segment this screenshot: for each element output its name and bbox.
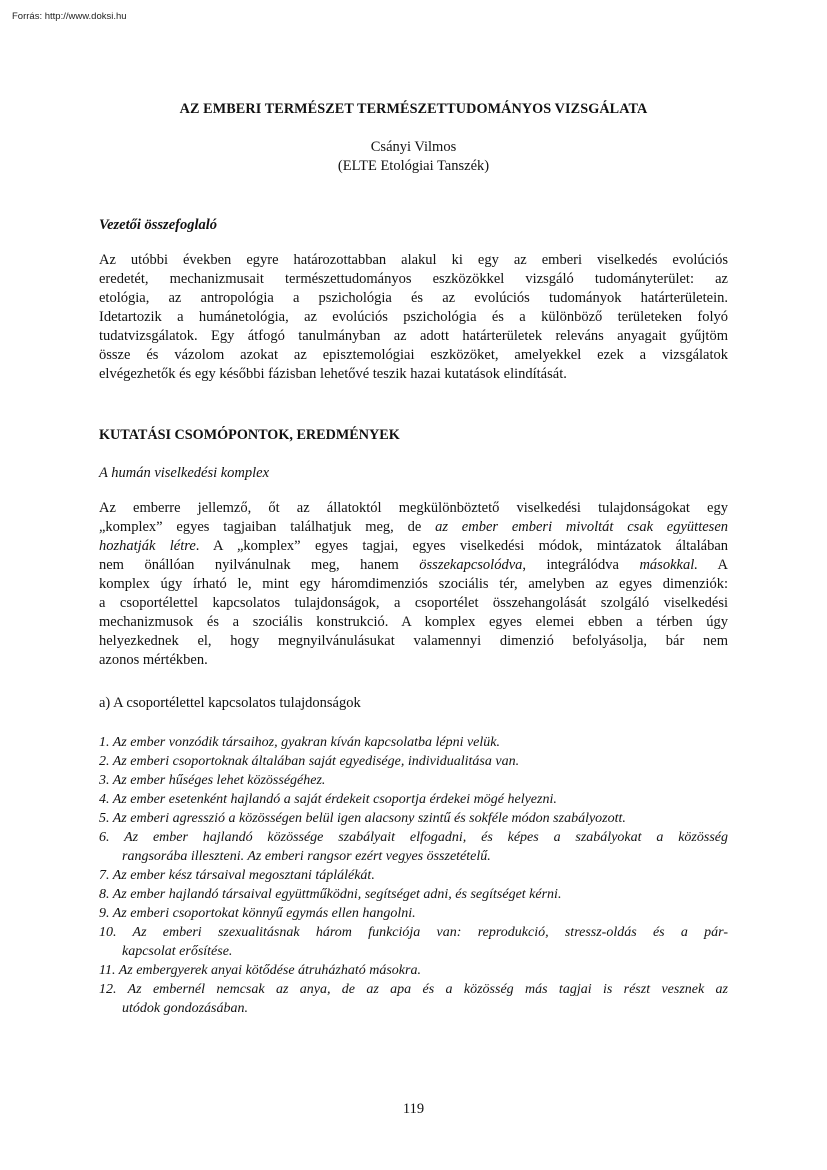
emphasis-text: másokkal. bbox=[639, 557, 698, 573]
list-item-line: 3. Az ember hűséges lehet közösségéhez. bbox=[99, 773, 326, 788]
list-item-line: 11. Az embergyerek anyai kötődése átruházható másokra. bbox=[99, 963, 421, 978]
list-item bbox=[99, 771, 728, 790]
author-affiliation: (ELTE Etológiai Tanszék) bbox=[337, 158, 490, 174]
paragraph-line bbox=[99, 537, 728, 556]
summary-line: Idetartozik a humánetológia, az evolúciós pszichológia és a különböző területeken folyó bbox=[99, 309, 728, 325]
paragraph-line bbox=[99, 499, 728, 518]
subsection-a-heading: a) A csoportélettel kapcsolatos tulajdonságok bbox=[99, 695, 361, 711]
summary-paragraph bbox=[99, 251, 728, 384]
list-item-line: kapcsolat erősítése. bbox=[122, 944, 233, 959]
list-item-line: 8. Az ember hajlandó társaival együttműködni, segítséget adni, és segítséget kérni. bbox=[99, 887, 562, 902]
list-item bbox=[99, 866, 728, 885]
author-name: Csányi Vilmos bbox=[370, 139, 457, 155]
list-item bbox=[99, 961, 728, 980]
section-subheading: A humán viselkedési komplex bbox=[99, 465, 270, 481]
plain-text: mechanizmusok és a szociális konstrukció. A komplex egyes elemei ebben a térben úgy bbox=[99, 614, 728, 630]
summary-heading: Vezetői összefoglaló bbox=[99, 217, 218, 233]
paragraph-line bbox=[99, 613, 728, 632]
list-item-line: 9. Az emberi csoportokat könnyű egymás ellen hangolni. bbox=[99, 906, 416, 921]
list-item bbox=[99, 923, 728, 961]
emphasis-text: összekapcsolódva bbox=[419, 557, 523, 573]
traits-list bbox=[99, 733, 728, 1018]
summary-line: tudatvizsgálatok. Egy átfogó tanulmányban az adott határterületek releváns anyagait gyűjtöm bbox=[99, 328, 728, 344]
list-item-line: 6. Az ember hajlandó közössége szabályait elfogadni, és képes a szabályokat a közösség bbox=[99, 830, 728, 845]
list-item-line: utódok gondozásában. bbox=[122, 1001, 248, 1016]
summary-line: Az utóbbi években egyre határozottabban alakul ki egy az emberi viselkedés evolúciós bbox=[99, 252, 728, 268]
summary-line: etológia, az antropológia a pszichológia és az evolúciós tudományok határterületein. bbox=[99, 290, 728, 306]
summary-line: eredetét, mechanizmusait természettudományos eszközökkel vizsgáló tudományterület: az bbox=[99, 271, 728, 287]
list-item-line: 5. Az emberi agresszió a közösségen belül igen alacsony szintű és sokféle módon szabályozott. bbox=[99, 811, 626, 826]
summary-line: elvégezhetők és egy későbbi fázisban lehetővé teszik hazai kutatások elindítását. bbox=[99, 366, 567, 382]
plain-text: a csoportélettel kapcsolatos tulajdonságok, a csoportélet összehangolását szolgáló viselkedési bbox=[99, 595, 728, 611]
paragraph-line bbox=[99, 575, 728, 594]
list-item bbox=[99, 752, 728, 771]
list-item-line: rangsorába illeszteni. Az emberi rangsor ezért vegyes összetételű. bbox=[122, 849, 491, 864]
paragraph-line bbox=[99, 651, 728, 670]
list-item-line: 2. Az emberi csoportoknak általában saját egyedisége, individualitása van. bbox=[99, 754, 520, 769]
list-item bbox=[99, 885, 728, 904]
list-item-line: 12. Az embernél nemcsak az anya, de az apa és a közösség más tagjai is részt vesznek az bbox=[99, 982, 728, 997]
plain-text: Az emberre jellemző, őt az állatoktól megkülönböztető viselkedési tulajdonságokat egy bbox=[99, 500, 728, 516]
list-item bbox=[99, 733, 728, 752]
plain-text: azonos mértékben. bbox=[99, 652, 208, 668]
complex-paragraph bbox=[99, 499, 728, 670]
plain-text: nem önállóan nyilvánulnak meg, hanem bbox=[99, 557, 420, 573]
list-item-line: 7. Az ember kész társaival megosztani táplálékát. bbox=[99, 868, 375, 883]
page-number: 119 bbox=[402, 1101, 425, 1117]
plain-text: „komplex” egyes tagjaiban találhatjuk meg, de bbox=[99, 519, 436, 535]
paragraph-line bbox=[99, 518, 728, 537]
source-watermark: Forrás: http://www.doksi.hu bbox=[12, 11, 127, 22]
plain-text: . A „komplex” egyes tagjai, egyes viselkedési módok, mintázatok általában bbox=[195, 538, 728, 554]
paragraph-line bbox=[99, 556, 728, 575]
author-block bbox=[99, 138, 728, 176]
list-item bbox=[99, 980, 728, 1018]
list-item-line: 4. Az ember esetenként hajlandó a saját érdekeit csoportja érdekei mögé helyezni. bbox=[99, 792, 557, 807]
list-item bbox=[99, 828, 728, 866]
emphasis-text: hozhatják létre bbox=[99, 538, 196, 554]
section-heading: KUTATÁSI CSOMÓPONTOK, EREDMÉNYEK bbox=[99, 427, 400, 443]
paragraph-line bbox=[99, 594, 728, 613]
list-item bbox=[99, 809, 728, 828]
emphasis-text: az ember emberi mivoltát csak együttesen bbox=[435, 519, 728, 535]
plain-text: A bbox=[697, 557, 729, 573]
document-title: AZ EMBERI TERMÉSZET TERMÉSZETTUDOMÁNYOS VIZSGÁLATA bbox=[179, 101, 648, 117]
list-item-line: 10. Az emberi szexualitásnak három funkciója van: reprodukció, stressz-oldás és a pár- bbox=[99, 925, 728, 940]
list-item-line: 1. Az ember vonzódik társaihoz, gyakran kíván kapcsolatba lépni velük. bbox=[99, 735, 500, 750]
list-item bbox=[99, 790, 728, 809]
plain-text: helyezkednek el, hogy megnyilvánulásukat valamennyi dimenzió befolyásolja, bár nem bbox=[99, 633, 728, 649]
summary-line: össze és vázolom azokat az episztemológiai eszközöket, amelyekkel ezek a vizsgálatok bbox=[99, 347, 728, 363]
plain-text: komplex úgy írható le, mint egy háromdimenziós szociális tér, amelyben az egyes dimenziók: bbox=[99, 576, 728, 592]
list-item bbox=[99, 904, 728, 923]
paragraph-line bbox=[99, 632, 728, 651]
plain-text: , integrálódva bbox=[522, 557, 640, 573]
